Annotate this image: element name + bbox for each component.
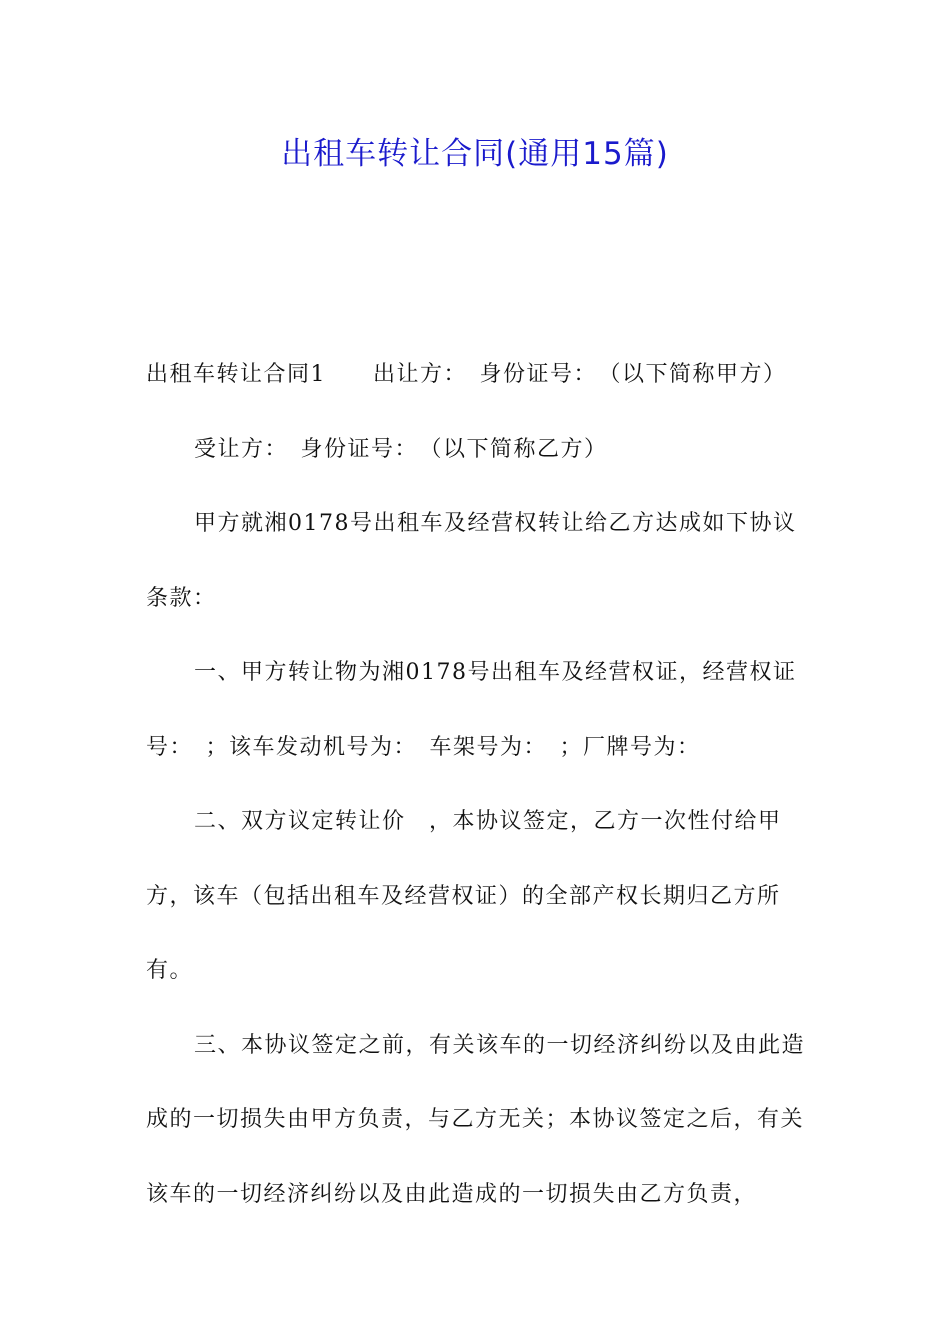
paragraph-agreement-intro: 甲方就湘0178号出租车及经营权转让给乙方达成如下协议条款： bbox=[146, 511, 797, 611]
paragraph-clause-2: 二、双方议定转让价 ，本协议签定，乙方一次性付给甲方，该车（包括出租车及经营权证）的全部产权长期归乙方所有。 bbox=[146, 809, 782, 983]
document-body bbox=[146, 338, 814, 1232]
paragraph-clause-1: 一、甲方转让物为湘0178号出租车及经营权证，经营权证号： ；该车发动机号为： 车架号为： ；厂牌号为： bbox=[146, 660, 797, 760]
paragraph-clause-3: 三、本协议签定之前，有关该车的一切经济纠纷以及由此造成的一切损失由甲方负责，与乙方无关；本协议签定之后，有关该车的一切经济纠纷以及由此造成的一切损失由乙方负责， bbox=[146, 1032, 806, 1207]
paragraph-parties-transferor: 出租车转让合同1 出让方： 身份证号： （以下简称甲方） bbox=[146, 362, 787, 387]
paragraph-parties-transferee: 受让方： 身份证号： （以下简称乙方） bbox=[194, 436, 608, 462]
document-title: 出租车转让合同(通用15篇) bbox=[281, 136, 669, 172]
